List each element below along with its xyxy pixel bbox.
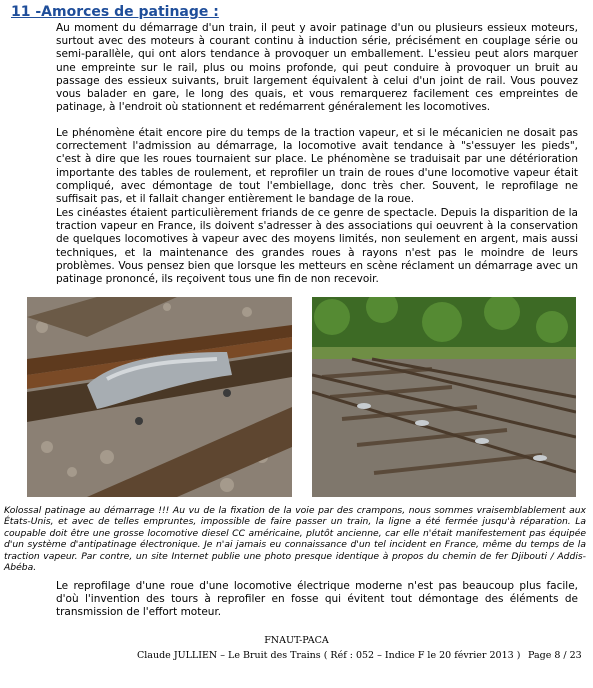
footer-page-number: Page 8 / 23 xyxy=(528,650,582,661)
paragraph-filmmakers: Les cinéastes étaient particulièrement friands de ce genre de spectacle. Depuis la disparition de la traction vapeur en France, ils doivent s'adresser à des associations qui oeuvrent à la conservation de quelques locomotives à vapeur avec des moyens limités, non seulement en argent, mais aussi techniques, et la maintenance des grandes roues à rayons n'est pas le moindre de leurs problèmes. Vous pensez bien que lorsque les metteurs en scène réclament un démarrage avec un patinage prononcé, ils reçoivent tous une fin de non recevoir. xyxy=(56,207,578,286)
paragraph-wheelslip-intro: Au moment du démarrage d'un train, il peut y avoir patinage d'un ou plusieurs essieux moteurs, surtout avec des moteurs à courant continu à induction série, précisément en couplage série ou semi-parallèle, qui ont alors tendance à provoquer un emballement. L'essieu peut alors marquer une empreinte sur le rail, plus ou moins profonde, qui peut conduire à provoquer un bruit au passage des essieux suivants, bruit largement équivalent à celui d'un joint de rail. Vous pouvez vous balader en gare, le long des quais, et vous remarquerez facilement ces empreintes de patinage, à l'endroit où stationnent et redémarrent généralement les locomotives. xyxy=(56,22,578,114)
footer-reference: Claude JULLIEN – Le Bruit des Trains ( Réf : 052 – Indice F le 20 février 2013 ) xyxy=(137,650,521,661)
section-heading: 11 -Amorces de patinage : xyxy=(11,4,219,20)
paragraph-electric-reprofiling: Le reprofilage d'une roue d'une locomotive électrique moderne n'est pas beaucoup plus facile, d'où l'invention des tours à reprofiler en fosse qui évitent tout démontage des éléments de transmission de l'effort moteur. xyxy=(56,580,578,619)
paragraph-steam-traction: Le phénomène était encore pire du temps de la traction vapeur, et si le mécanicien ne dosait pas correctement l'admission au démarrage, la locomotive avait tendance à "s'essuyer les pieds", c'est à dire que les roues tournaient sur place. Le phénomène se traduisait par une détérioration importante des tables de roulement, et reprofiler un train de roues d'une locomotive vapeur était compliqué, avec démontage de tout l'embiellage, donc très cher. Souvent, le reprofilage ne suffisait pas, et il fallait changer entièrement le bandage de la roue. xyxy=(56,127,578,206)
footer-organization: FNAUT-PACA xyxy=(264,635,329,646)
photo-track-view xyxy=(312,297,576,497)
photo-caption: Kolossal patinage au démarrage !!! Au vu de la fixation de la voie par des crampons, nous sommes vraisemblablement aux États-Unis, et avec de telles empruntes, impossible de faire passer un train, la ligne a été fermée jusqu'à réparation. La coupable doit être une grosse locomotive diesel CC américaine, plutôt ancienne, car elle n'était manifestement pas équipée d'un système d'antipatinage électronique. Je n'ai jamais eu connaissance d'un tel incident en France, même du temps de la traction vapeur. Par contre, un site Internet publie une photo presque identique à propos du chemin de fer Djibouti / Addis-Abéba. xyxy=(4,505,586,574)
photo-rail-closeup xyxy=(27,297,292,497)
